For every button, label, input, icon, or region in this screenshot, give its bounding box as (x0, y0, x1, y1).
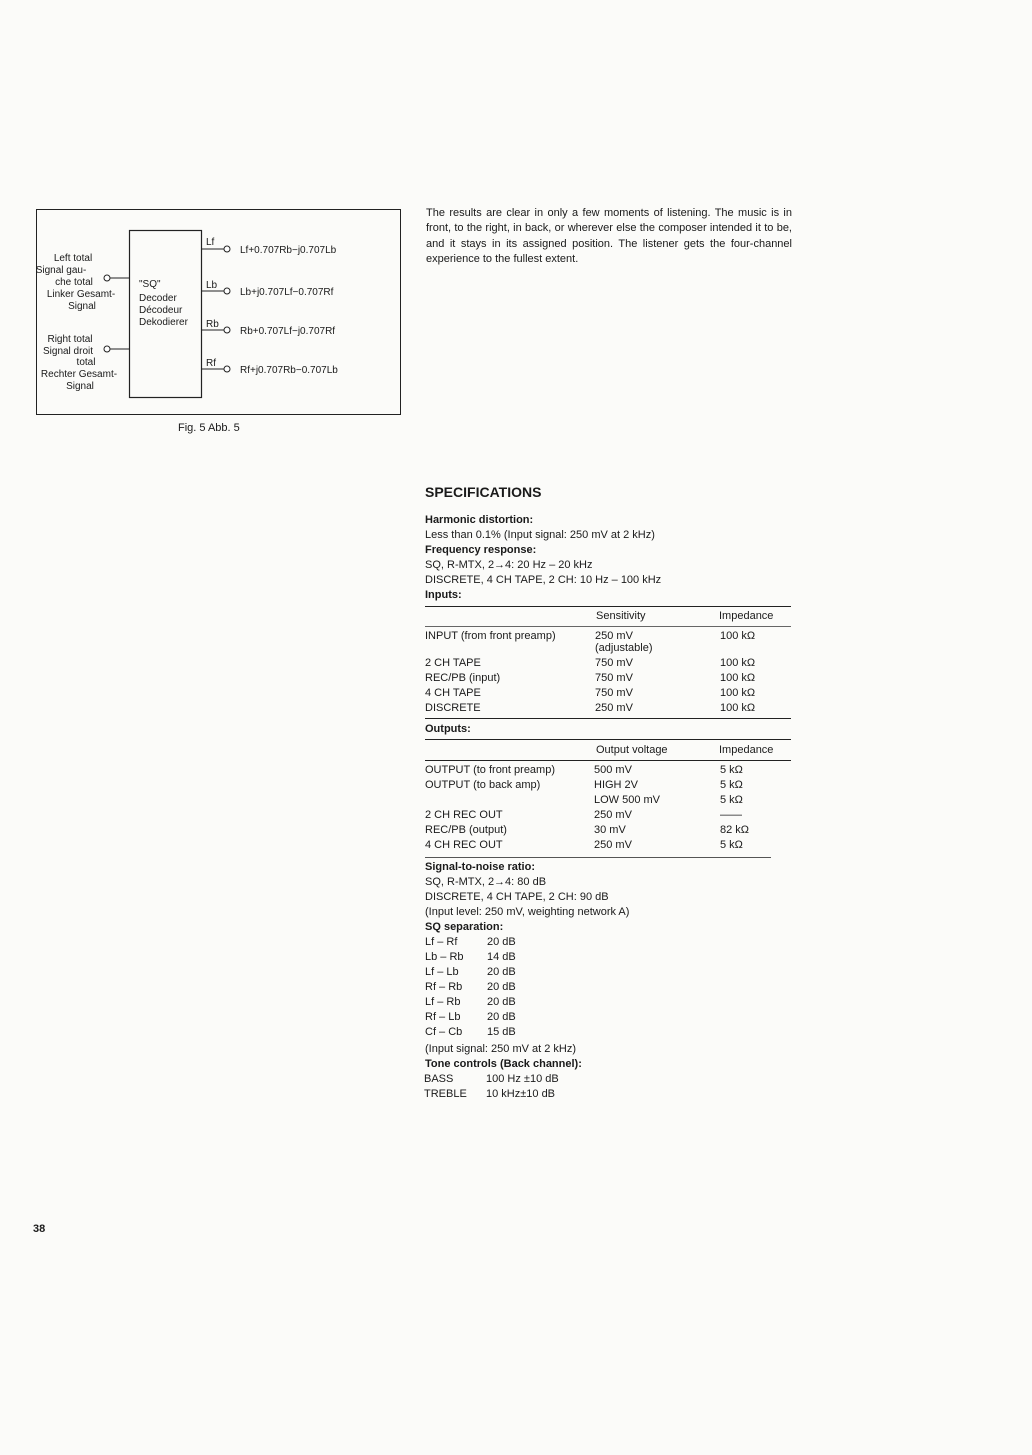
harmonic-value: Less than 0.1% (Input signal: 250 mV at 2 kHz) (425, 529, 655, 541)
input-impedance: 100 kΩ (720, 687, 756, 699)
left-input-terminal (104, 275, 110, 281)
input-sensitivity: 750 mV (595, 687, 633, 699)
output-impedance: 5 kΩ (720, 794, 743, 806)
separation-value: 20 dB (487, 966, 516, 978)
output-name: OUTPUT (to back amp) (425, 779, 541, 791)
output-name: 2 CH REC OUT (425, 809, 503, 821)
input-sensitivity: 750 mV (595, 672, 633, 684)
separation-pair: Lf – Rf (425, 936, 458, 948)
separation-label: SQ separation: (425, 921, 504, 933)
snr-label: Signal-to-noise ratio: (425, 861, 535, 873)
output-impedance: 5 kΩ (720, 839, 743, 851)
separation-value: 20 dB (487, 981, 516, 993)
separation-note: (Input signal: 250 mV at 2 kHz) (425, 1043, 577, 1055)
separation-pair: Lf – Rb (425, 996, 461, 1008)
right-total-text: Signal droit (42, 346, 94, 357)
right-total-text: Right total (47, 334, 93, 345)
left-total-text: Signal (68, 301, 96, 312)
inputs-header-sensitivity: Sensitivity (596, 610, 646, 622)
table-rule (425, 857, 771, 858)
separation-value: 14 dB (487, 951, 516, 963)
outputs-header-impedance: Impedance (719, 744, 774, 756)
input-name: DISCRETE (425, 702, 481, 714)
input-name: 4 CH TAPE (425, 687, 481, 699)
output-rf (201, 358, 338, 376)
sq-decoder-diagram (36, 209, 402, 416)
output-voltage: HIGH 2V (594, 779, 639, 791)
output-name: REC/PB (output) (425, 824, 507, 836)
input-note: (adjustable) (595, 642, 653, 654)
separation-pair: Rf – Rb (425, 981, 463, 993)
output-lb (201, 280, 334, 298)
right-total-text: Rechter Gesamt- (40, 369, 118, 380)
left-total-label (36, 253, 115, 312)
tone-name: TREBLE (424, 1088, 467, 1100)
output-voltage: 250 mV (594, 809, 632, 821)
input-sensitivity: 250 mV (595, 702, 633, 714)
separation-pair: Lf – Lb (425, 966, 459, 978)
output-channel-label: Rb (206, 319, 219, 330)
table-rule (425, 626, 791, 627)
output-voltage: 250 mV (594, 839, 632, 851)
frequency-label: Frequency response: (425, 544, 537, 556)
decoder-text: Décodeur (139, 305, 183, 316)
decoder-text: Dekodierer (139, 317, 188, 328)
page-number: 38 (33, 1223, 46, 1235)
left-total-text: Left total (53, 253, 93, 264)
input-name: 2 CH TAPE (425, 657, 481, 669)
separation-pair: Lb – Rb (425, 951, 464, 963)
input-name: REC/PB (input) (425, 672, 501, 684)
outputs-label: Outputs: (425, 723, 471, 735)
output-impedance: 5 kΩ (720, 764, 743, 776)
right-total-text: total (76, 357, 96, 368)
diagram-drawing (36, 209, 402, 416)
tone-name: BASS (424, 1073, 454, 1085)
outputs-header-voltage: Output voltage (596, 744, 668, 756)
output-voltage: 30 mV (594, 824, 626, 836)
output-voltage: 500 mV (594, 764, 632, 776)
decoder-text: Decoder (139, 293, 177, 304)
output-impedance: —— (720, 809, 742, 821)
input-impedance: 100 kΩ (720, 672, 756, 684)
right-input-terminal (104, 346, 110, 352)
left-total-text: Linker Gesamt- (46, 289, 116, 300)
intro-paragraph: The results are clear in only a few moments of listening. The music is in front, to the right, in back, or wherever else the composer intended it to be, and it stays in its assigned position. The listener gets the four-channel experience to the fullest extent. (426, 207, 792, 265)
output-rb (201, 319, 335, 337)
output-formula: Rb+0.707Lf−j0.707Rf (240, 326, 336, 337)
output-formula: Lb+j0.707Lf−0.707Rf (240, 287, 334, 298)
table-rule (425, 718, 791, 719)
frequency-line: SQ, R-MTX, 2→4: 20 Hz – 20 kHz (425, 559, 593, 571)
separation-value: 20 dB (487, 1011, 516, 1023)
right-total-text: Signal (66, 381, 94, 392)
separation-value: 20 dB (487, 996, 516, 1008)
left-total-text: Signal gau- (36, 265, 87, 276)
snr-line: DISCRETE, 4 CH TAPE, 2 CH: 90 dB (425, 891, 609, 903)
output-formula: Lf+0.707Rb−j0.707Lb (240, 245, 337, 256)
table-rule (425, 739, 791, 740)
table-rule (425, 760, 791, 761)
separation-pair: Cf – Cb (425, 1026, 463, 1038)
separation-pair: Rf – Lb (425, 1011, 461, 1023)
harmonic-label: Harmonic distortion: (425, 514, 534, 526)
input-impedance: 100 kΩ (720, 630, 756, 642)
tone-label: Tone controls (Back channel): (425, 1058, 582, 1070)
decoder-text: "SQ" (139, 279, 161, 290)
snr-line: SQ, R-MTX, 2→4: 80 dB (425, 876, 547, 888)
frequency-line: DISCRETE, 4 CH TAPE, 2 CH: 10 Hz – 100 kHz (425, 574, 662, 586)
snr-line: (Input level: 250 mV, weighting network A) (425, 906, 630, 918)
decoder-label (139, 279, 189, 328)
right-total-label (41, 334, 117, 392)
output-impedance: 82 kΩ (720, 824, 750, 836)
separation-value: 15 dB (487, 1026, 516, 1038)
output-channel-label: Lf (206, 237, 215, 248)
output-channel-label: Rf (206, 358, 216, 369)
output-formula: Rf+j0.707Rb−0.707Lb (240, 365, 338, 376)
table-rule (425, 606, 791, 607)
input-impedance: 100 kΩ (720, 657, 756, 669)
tone-value: 100 Hz ±10 dB (486, 1073, 559, 1085)
output-impedance: 5 kΩ (720, 779, 743, 791)
inputs-header-impedance: Impedance (719, 610, 774, 622)
output-name: OUTPUT (to front preamp) (425, 764, 555, 776)
left-total-text: che total (55, 277, 93, 288)
separation-value: 20 dB (487, 936, 516, 948)
input-name: INPUT (from front preamp) (425, 630, 556, 642)
figure-caption: Fig. 5 Abb. 5 (178, 422, 240, 434)
specifications-heading: SPECIFICATIONS (425, 484, 542, 500)
output-lf (201, 237, 337, 256)
output-channel-label: Lb (206, 280, 218, 291)
output-voltage: LOW 500 mV (594, 794, 661, 806)
inputs-label: Inputs: (425, 589, 462, 601)
input-impedance: 100 kΩ (720, 702, 756, 714)
output-name: 4 CH REC OUT (425, 839, 503, 851)
input-sensitivity: 250 mV (595, 630, 633, 642)
input-sensitivity: 750 mV (595, 657, 633, 669)
tone-value: 10 kHz±10 dB (486, 1088, 556, 1100)
